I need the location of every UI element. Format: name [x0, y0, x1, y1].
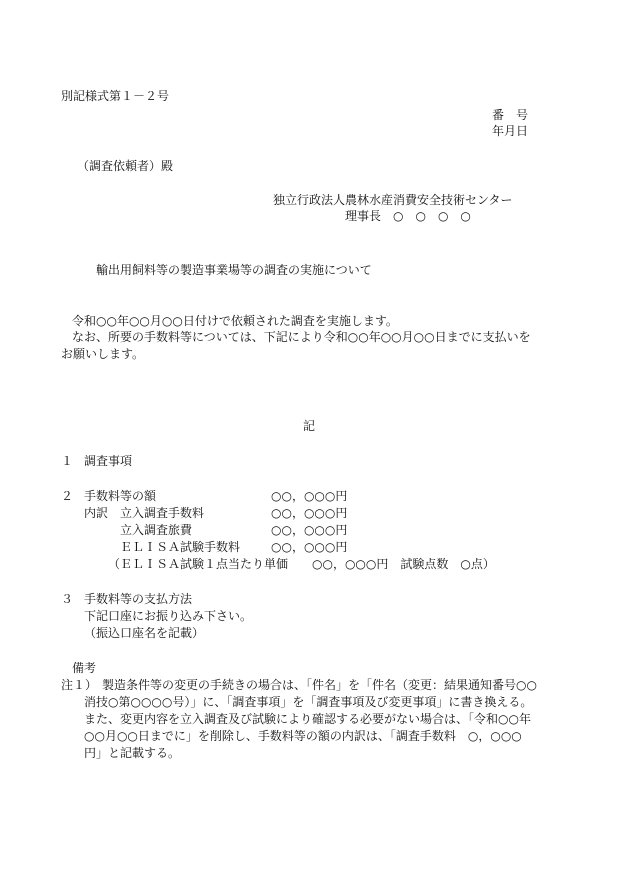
breakdown-label: 内訳: [84, 506, 109, 520]
sender-president: 理事長 ○ ○ ○ ○: [345, 209, 471, 223]
breakdown-row-3-amount: ○○，○○○円: [271, 540, 348, 554]
sender-org: 独立行政法人農林水産消費安全技術センター: [273, 193, 513, 207]
addressee: （調査依頼者）殿: [77, 159, 174, 173]
note-1-label: 注１）: [61, 678, 98, 692]
item-2-total: ○○，○○○円: [271, 489, 348, 503]
date-label: 年月日: [492, 124, 529, 138]
breakdown-row-2-label: 立入調査旅費: [120, 523, 193, 537]
breakdown-row-1-label: 立入調査手数料: [120, 506, 205, 520]
note-1-line-5: 円」と記載する。: [84, 746, 181, 760]
note-1-line-3: また、変更内容を立入調査及び試験により確認する必要がない場合は、「令和○○年: [84, 712, 531, 726]
body-line-1: 令和○○年○○月○○日付けで依頼された調査を実施します。: [72, 314, 398, 328]
breakdown-row-2-amount: ○○，○○○円: [271, 523, 348, 537]
breakdown-row-3-label: ＥＬＩＳＡ試験手数料: [120, 540, 241, 554]
item-3-title: 手数料等の支払方法: [84, 592, 193, 606]
item-3-line-1: 下記口座にお振り込み下さい。: [84, 609, 253, 623]
note-1-line-4: ○○月○○日までに」を削除し、手数料等の額の内訳は、「調査手数料 ○，○○○: [84, 729, 522, 743]
document-title: 輸出用飼料等の製造事業場等の調査の実施について: [96, 263, 372, 277]
number-label: 番 号: [492, 108, 529, 122]
notes-heading: 備考: [72, 661, 97, 675]
ki-heading: 記: [303, 419, 316, 433]
body-line-3: お願いします。: [61, 347, 145, 361]
item-1-number: １: [61, 454, 74, 468]
item-2-number: ２: [61, 489, 74, 503]
item-1-title: 調査事項: [84, 454, 133, 468]
form-number: 別記様式第１－２号: [61, 89, 170, 103]
item-2-title: 手数料等の額: [84, 489, 157, 503]
item-3-number: ３: [61, 592, 74, 606]
body-line-2: なお、所要の手数料等については、下記により令和○○年○○月○○日までに支払いを: [72, 330, 531, 344]
breakdown-row-1-amount: ○○，○○○円: [271, 506, 348, 520]
elisa-unit-price-line: （ＥＬＩＳＡ試験１点当たり単価 ○○，○○○円 試験点数 ○点）: [108, 557, 495, 571]
note-1-line-2: 消技○第○○○○号）」に、「調査事項」を「調査事項及び変更事項」に書き換える。: [84, 695, 533, 709]
item-3-line-2: （振込口座名を記載）: [84, 626, 205, 640]
note-1-line-1: 製造条件等の変更の手続きの場合は、「件名」を「件名（変更：結果通知番号○○: [102, 678, 537, 692]
